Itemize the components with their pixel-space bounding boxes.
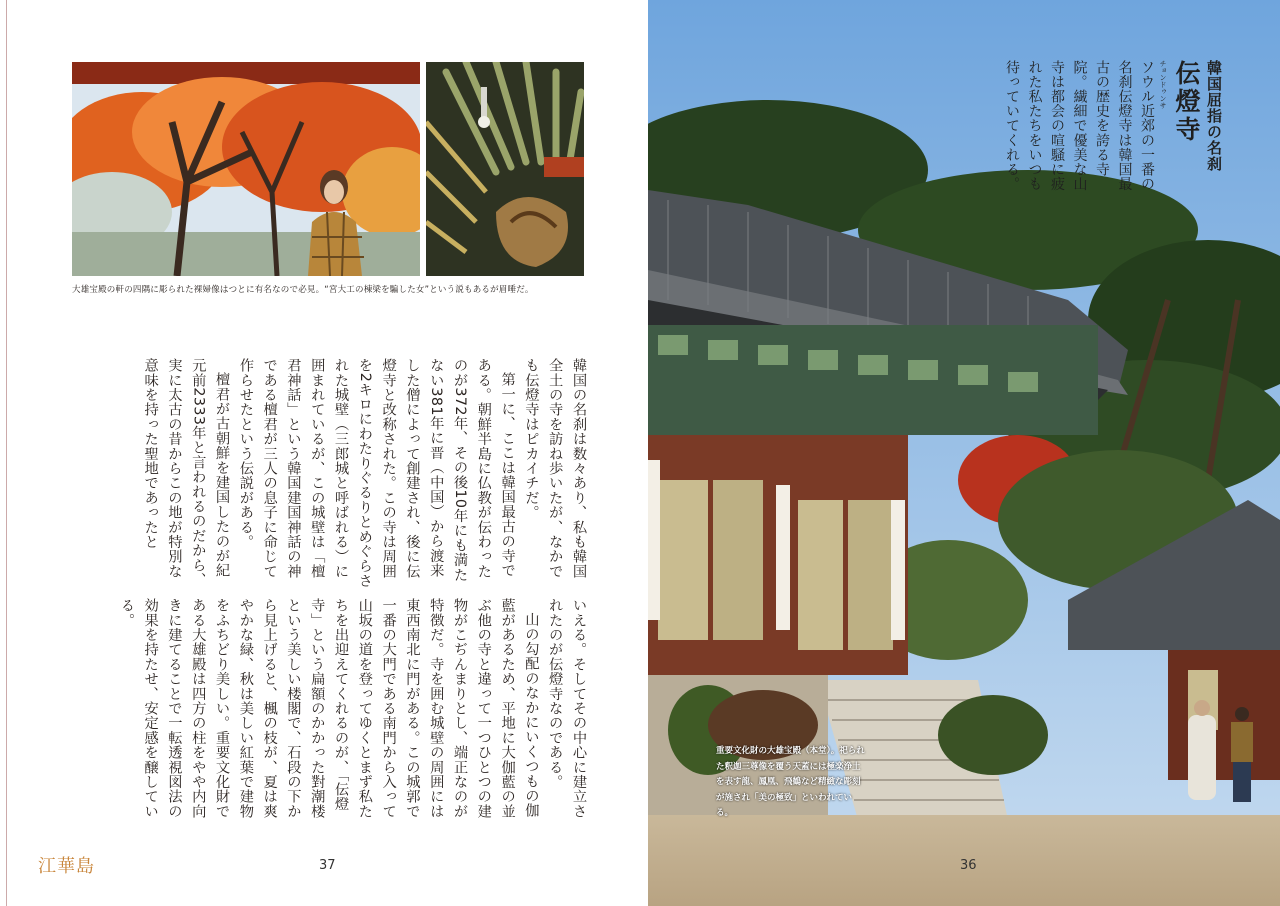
title-kicker: 韓国屈指の名刹 <box>1205 60 1223 172</box>
photo-caption-top: 大雄宝殿の軒の四隅に彫られた裸婦像はつとに有名なので必見。“宮大工の棟梁を騙した女”という説もあるが眉唾だ。 <box>72 285 534 295</box>
title-text: 伝燈寺 <box>1172 60 1201 144</box>
body-text-lower <box>114 598 590 830</box>
body-paragraph: 檀君が古朝鮮を建国したのが紀元前2333年と言われるのだから、実に太古の昔からこの地が特別な意味を持った聖地であったと <box>142 358 231 588</box>
body-text-upper <box>138 358 590 590</box>
page-edge-rule <box>6 0 7 906</box>
article-title <box>1168 60 1204 192</box>
eaves-carving-photo <box>426 62 584 276</box>
maple-portrait-photo <box>72 62 420 276</box>
page-number-right: 36 <box>960 858 977 873</box>
page-number-left: 37 <box>319 858 336 873</box>
eaves-photo-illustration <box>426 62 584 276</box>
body-paragraph: 山の勾配のなかにいくつもの伽藍があるため、平地に大伽藍の並ぶ他の寺と違って一つひとつの建物がこぢんまりとし、端正なのが特徴だ。寺を囲む城壁の周囲には東西南北に門がある。この城郭で一番の大門である南門から入って山坂の道を登ってゆくとまず私たちを出迎えてくれるのが、「伝燈寺」という扁額のかかった對潮楼という美しい楼閣で、石段の下から見上げると、楓の枝が、夏は爽やかな緑、秋は美しい紅葉で建物をふちどり美しい。重要文化財である大雄殿は四方の柱をやや内向きに建てることで一転透視図法の効果を持たせ、安定感を醸している。 <box>118 598 540 819</box>
maple-photo-illustration <box>72 62 420 276</box>
article-lede: ソウル近郊の一番の名刹伝燈寺は韓国最古の歴史を誇る寺院。繊細で優美な山寺は都会の喧騒に疲れた私たちをいつも待っていてくれる。 <box>1004 60 1155 192</box>
body-paragraph: 第一に、ここは韓国最古の寺である。朝鮮半島に仏教が伝わったのが372年、その後10年にも満たない381年に晋（中国）から渡来した僧によって創建され、後に伝燈寺と改称された。この寺は周囲を2キロにわたりぐるりとめぐらされた城壁（三郎城と呼ばれる）に囲まれているが、この城壁は「檀君神話」という韓国建国神話の神である檀君が三人の息子に命じて作らせたという伝説がある。 <box>237 358 516 588</box>
title-ruby: チョンドゥンサ <box>1159 60 1167 109</box>
running-head: 江華島 <box>38 856 95 877</box>
body-paragraph: 韓国の名刹は数々あり、私も韓国全土の寺を訪ね歩いたが、なかでも伝燈寺はピカイチだ。 <box>523 358 587 579</box>
body-paragraph: いえる。そしてその中心に建立されたのが伝燈寺なのである。 <box>547 598 587 819</box>
photo-caption-bottom: 重要文化財の大雄宝殿（本堂）。祀られた釈迦三尊像を覆う天蓋には極楽浄土を表す龍、鳳凰、飛鶴など精緻な彫刻が施され「美の極致」といわれている。 <box>716 746 865 818</box>
article-title-block <box>1001 60 1226 192</box>
